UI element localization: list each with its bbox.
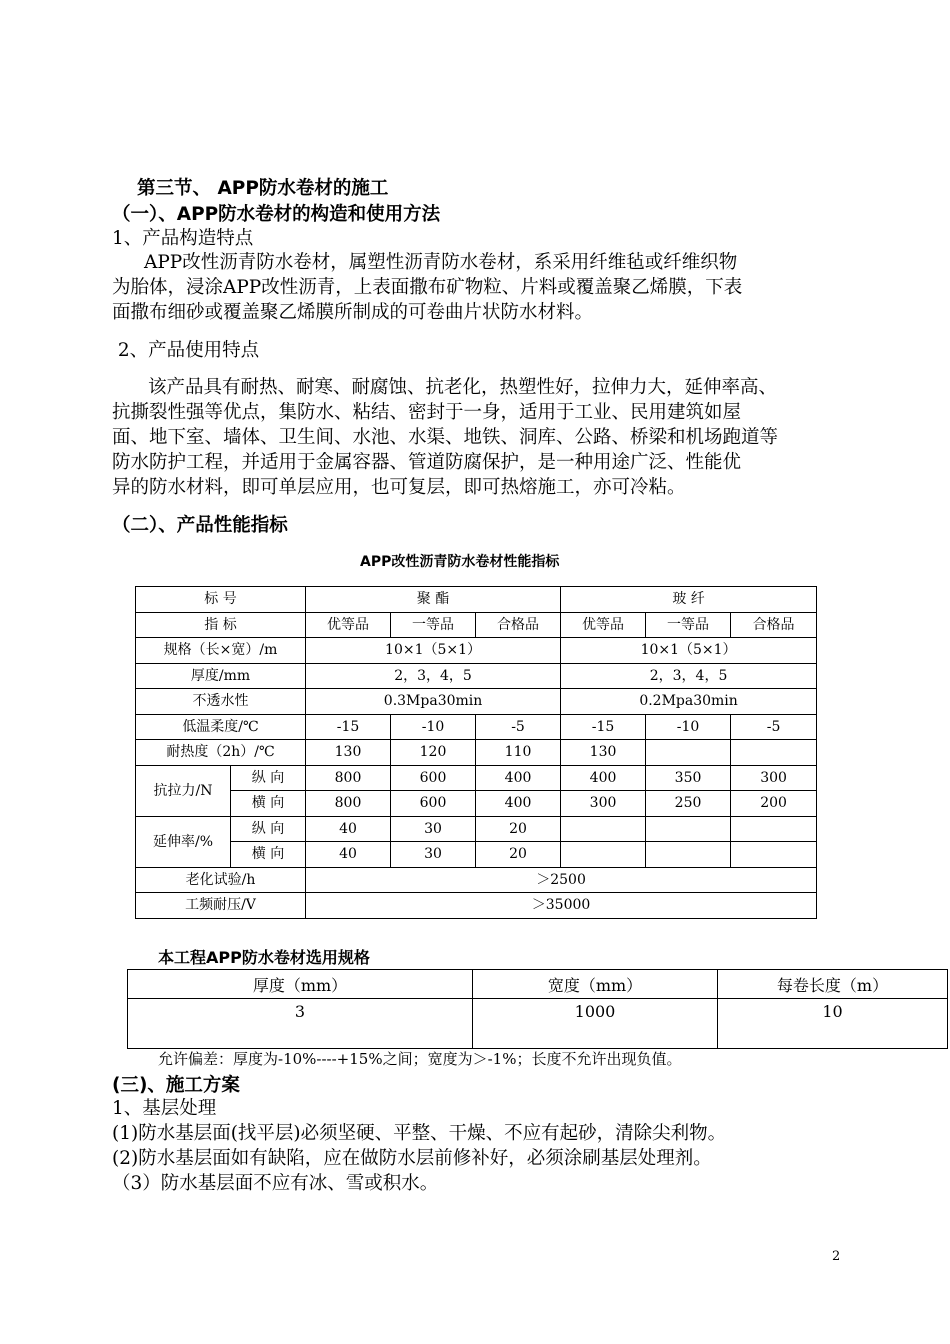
section-title: 第三节、 APP防水卷材的施工 [137,178,389,199]
table-cell [646,842,731,868]
table-cell: 3 [128,999,473,1049]
table-cell: 800 [306,765,391,791]
grade-cell: 优等品 [306,612,391,638]
paragraph-base-treatment [112,1121,872,1196]
table-caption: APP改性沥青防水卷材性能指标 [360,554,560,570]
table-cell: 2，3，4，5 [561,663,817,689]
table-cell: ＞2500 [306,867,817,893]
table-cell: -5 [476,714,561,740]
text-line: 防水防护工程，并适用于金属容器、管道防腐保护，是一种用途广泛、性能优 [112,452,742,473]
paragraph-structure [112,250,852,325]
tolerance-note: 允许偏差：厚度为-10%----+15%之间；宽度为＞-1%；长度不允许出现负值。 [158,1050,682,1068]
row-label: 不透水性 [136,689,306,715]
table-row [136,765,817,791]
table-cell: -10 [646,714,731,740]
item-2-title: 2、产品使用特点 [112,340,260,361]
row-label: 抗拉力/N [136,765,231,816]
table-cell: 30 [391,842,476,868]
table-cell [731,842,817,868]
selection-table [127,969,948,1049]
table-cell [646,816,731,842]
table-cell: 10 [718,999,948,1049]
table-row [136,587,817,613]
text-line: 面、地下室、墙体、卫生间、水池、水渠、地铁、洞库、公路、桥梁和机场跑道等 [112,427,779,448]
text-line: 异的防水材料，即可单层应用，也可复层，即可热熔施工，亦可冷粘。 [112,477,686,498]
table-cell: -5 [731,714,817,740]
table-row [136,663,817,689]
table-row [136,867,817,893]
subsection-2-title: （二）、产品性能指标 [112,515,288,536]
table-row [136,689,817,715]
table-row [128,970,948,999]
table-cell: 40 [306,842,391,868]
table-row [136,740,817,766]
table-header: 每卷长度（m） [718,970,948,999]
table-cell: 10×1（5×1） [561,638,817,664]
header-index: 指 标 [136,612,306,638]
table-cell: 120 [391,740,476,766]
text-line: APP改性沥青防水卷材，属塑性沥青防水卷材，系采用纤维毡或纤维织物 [144,252,738,273]
row-label: 低温柔度/℃ [136,714,306,740]
text-line: 该产品具有耐热、耐寒、耐腐蚀、抗老化，热塑性好，拉伸力大，延伸率高、 [148,377,778,398]
table-cell: 600 [391,791,476,817]
table-row [136,842,817,868]
direction-label: 横 向 [231,842,306,868]
table-cell: 20 [476,842,561,868]
table-row [128,999,948,1049]
table-row [136,638,817,664]
direction-label: 横 向 [231,791,306,817]
page-number: 2 [832,1249,841,1264]
text-line: 面撒布细砂或覆盖聚乙烯膜所制成的可卷曲片状防水材料。 [112,302,594,323]
table-row [136,714,817,740]
table-cell: 300 [561,791,646,817]
table-cell: 0.2Mpa30min [561,689,817,715]
table-cell: -15 [306,714,391,740]
header-mark: 标 号 [136,587,306,613]
group-glass-fiber: 玻 纤 [561,587,817,613]
item-1-title: 1、产品构造特点 [112,228,254,249]
direction-label: 纵 向 [231,816,306,842]
table-cell: 400 [561,765,646,791]
grade-cell: 合格品 [731,612,817,638]
text-line: 抗撕裂性强等优点，集防水、粘结、密封于一身，适用于工业、民用建筑如屋 [112,402,742,423]
table-cell: 130 [561,740,646,766]
row-label: 延伸率/% [136,816,231,867]
grade-cell: 一等品 [646,612,731,638]
table-cell: 130 [306,740,391,766]
table-cell: -15 [561,714,646,740]
text-line: （3）防水基层面不应有冰、雪或积水。 [112,1173,439,1194]
direction-label: 纵 向 [231,765,306,791]
item-base-title: 1、基层处理 [112,1098,217,1119]
text-line: 为胎体，浸涂APP改性沥青，上表面撒布矿物粒、片料或覆盖聚乙烯膜，下表 [112,277,743,298]
row-label: 厚度/mm [136,663,306,689]
table-row [136,816,817,842]
table-row [136,791,817,817]
table-cell: 350 [646,765,731,791]
table-cell: 600 [391,765,476,791]
table-cell: 400 [476,791,561,817]
row-label: 老化试验/h [136,867,306,893]
table-cell: 20 [476,816,561,842]
table-cell: 400 [476,765,561,791]
subsection-1-title: （一）、APP防水卷材的构造和使用方法 [112,204,441,225]
table-cell: -10 [391,714,476,740]
row-label: 工频耐压/V [136,893,306,919]
grade-cell: 一等品 [391,612,476,638]
text-line: (2)防水基层面如有缺陷，应在做防水层前修补好，必须涂刷基层处理剂。 [112,1148,712,1169]
table-cell: 0.3Mpa30min [306,689,561,715]
table-cell [731,816,817,842]
table-row [136,893,817,919]
subsection-3-title: (三)、施工方案 [112,1075,240,1096]
performance-table [135,586,817,919]
table-cell [646,740,731,766]
table-cell: 110 [476,740,561,766]
table-cell: 250 [646,791,731,817]
table-row [136,612,817,638]
table-cell [561,816,646,842]
table-cell [561,842,646,868]
grade-cell: 优等品 [561,612,646,638]
row-label: 耐热度（2h）/℃ [136,740,306,766]
table-header: 厚度（mm） [128,970,473,999]
table-cell: 40 [306,816,391,842]
grade-cell: 合格品 [476,612,561,638]
table-cell: 10×1（5×1） [306,638,561,664]
table-cell: 2，3，4，5 [306,663,561,689]
paragraph-usage [112,375,852,500]
table-cell: 800 [306,791,391,817]
group-polyester: 聚 酯 [306,587,561,613]
selection-title: 本工程APP防水卷材选用规格 [158,948,370,967]
table-cell: 200 [731,791,817,817]
table-cell: ＞35000 [306,893,817,919]
table-header: 宽度（mm） [473,970,718,999]
table-cell [731,740,817,766]
text-line: (1)防水基层面(找平层)必须坚硬、平整、干燥、不应有起砂，清除尖利物。 [112,1123,727,1144]
table-cell: 1000 [473,999,718,1049]
row-label: 规格（长×宽）/m [136,638,306,664]
table-cell: 30 [391,816,476,842]
table-cell: 300 [731,765,817,791]
